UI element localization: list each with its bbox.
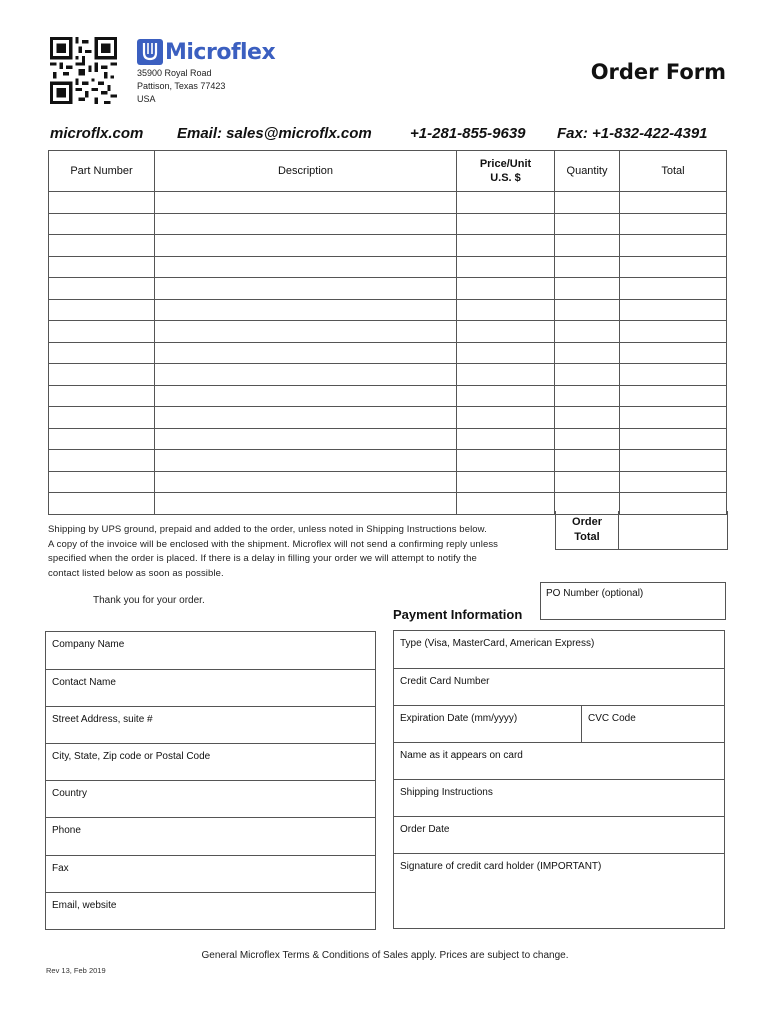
part-number-cell[interactable] xyxy=(49,407,155,429)
shipping-note-line: Shipping by UPS ground, prepaid and added to the order, unless noted in Shipping Instructions below. xyxy=(48,524,487,535)
description-cell[interactable] xyxy=(155,342,457,364)
description-cell[interactable] xyxy=(155,407,457,429)
revision-label: Rev 13, Feb 2019 xyxy=(46,966,106,975)
part-number-cell[interactable] xyxy=(49,342,155,364)
payment-heading: Payment Information xyxy=(393,607,523,622)
quantity-cell[interactable] xyxy=(555,471,620,493)
po-number-field[interactable] xyxy=(540,582,726,620)
total-cell[interactable] xyxy=(620,213,727,235)
address-line: 35900 Royal Road xyxy=(137,68,212,78)
table-row xyxy=(49,450,727,472)
quantity-cell[interactable] xyxy=(555,256,620,278)
table-row xyxy=(49,364,727,386)
table-header-row xyxy=(49,151,727,192)
fax-field[interactable]: Fax xyxy=(46,856,375,893)
quantity-cell[interactable] xyxy=(555,385,620,407)
website-link[interactable]: microflx.com xyxy=(50,125,144,142)
expiration-date-field[interactable]: Expiration Date (mm/yyyy) xyxy=(394,706,582,742)
email-link[interactable]: Email: sales@microflx.com xyxy=(177,125,372,142)
price-header-line2: U.S. $ xyxy=(490,172,521,184)
shipping-note xyxy=(48,523,538,581)
price-cell[interactable] xyxy=(457,342,555,364)
price-cell[interactable] xyxy=(457,256,555,278)
table-row xyxy=(49,213,727,235)
table-row xyxy=(49,428,727,450)
part-number-cell[interactable] xyxy=(49,385,155,407)
price-cell[interactable] xyxy=(457,235,555,257)
total-cell[interactable] xyxy=(620,471,727,493)
total-cell[interactable] xyxy=(620,235,727,257)
total-cell[interactable] xyxy=(620,192,727,214)
quantity-cell[interactable] xyxy=(555,450,620,472)
col-header-price xyxy=(457,151,555,192)
order-total-box xyxy=(555,511,728,550)
description-cell[interactable] xyxy=(155,385,457,407)
total-cell[interactable] xyxy=(620,299,727,321)
part-number-cell[interactable] xyxy=(49,278,155,300)
quantity-cell[interactable] xyxy=(555,192,620,214)
card-number-field[interactable]: Credit Card Number xyxy=(394,669,724,706)
quantity-cell[interactable] xyxy=(555,213,620,235)
price-cell[interactable] xyxy=(457,213,555,235)
total-cell[interactable] xyxy=(620,450,727,472)
quantity-cell[interactable] xyxy=(555,407,620,429)
total-cell[interactable] xyxy=(620,385,727,407)
payment-info-section xyxy=(393,630,725,929)
brand-name: Microflex xyxy=(165,39,276,65)
table-row xyxy=(49,192,727,214)
description-cell[interactable] xyxy=(155,493,457,515)
phone-number: +1-281-855-9639 xyxy=(410,125,526,142)
card-type-field[interactable]: Type (Visa, MasterCard, American Express) xyxy=(394,631,724,669)
col-header-total: Total xyxy=(620,151,727,192)
description-cell[interactable] xyxy=(155,278,457,300)
street-address-field[interactable]: Street Address, suite # xyxy=(46,707,375,744)
price-cell[interactable] xyxy=(457,385,555,407)
page-title: Order Form xyxy=(590,60,726,84)
table-row xyxy=(49,256,727,278)
part-number-cell[interactable] xyxy=(49,256,155,278)
part-number-cell[interactable] xyxy=(49,321,155,343)
price-cell[interactable] xyxy=(457,471,555,493)
total-cell[interactable] xyxy=(620,321,727,343)
email-website-field[interactable]: Email, website xyxy=(52,900,117,911)
company-logo xyxy=(137,37,275,67)
table-row xyxy=(49,385,727,407)
order-date-field[interactable]: Order Date xyxy=(394,817,724,854)
total-cell[interactable] xyxy=(620,428,727,450)
table-row xyxy=(49,342,727,364)
qr-code-icon xyxy=(50,37,117,104)
part-number-cell[interactable] xyxy=(49,364,155,386)
fax-number: Fax: +1-832-422-4391 xyxy=(557,125,708,142)
col-header-description: Description xyxy=(155,151,457,192)
shipping-instructions-field[interactable]: Shipping Instructions xyxy=(394,780,724,817)
po-number-label: PO Number (optional) xyxy=(546,588,644,599)
shipping-note-line: A copy of the invoice will be enclosed with the shipment. Microflex will not send a confirming reply unless xyxy=(48,538,499,550)
total-cell[interactable] xyxy=(620,342,727,364)
table-row xyxy=(49,471,727,493)
terms-footer: General Microflex Terms & Conditions of Sales apply. Prices are subject to change. xyxy=(201,950,569,961)
quantity-cell[interactable] xyxy=(555,342,620,364)
signature-field[interactable]: Signature of credit card holder (IMPORTANT) xyxy=(400,861,602,872)
quantity-cell[interactable] xyxy=(555,235,620,257)
table-row xyxy=(49,278,727,300)
description-cell[interactable] xyxy=(155,256,457,278)
description-cell[interactable] xyxy=(155,364,457,386)
company-name-field[interactable]: Company Name xyxy=(46,632,375,670)
price-cell[interactable] xyxy=(457,192,555,214)
name-on-card-field[interactable]: Name as it appears on card xyxy=(394,743,724,780)
total-cell[interactable] xyxy=(620,407,727,429)
price-cell[interactable] xyxy=(457,493,555,515)
contact-name-field[interactable]: Contact Name xyxy=(46,670,375,707)
total-cell[interactable] xyxy=(620,256,727,278)
order-total-label-line: Order xyxy=(572,516,602,528)
description-cell[interactable] xyxy=(155,428,457,450)
part-number-cell[interactable] xyxy=(49,299,155,321)
price-header-line1: Price/Unit xyxy=(479,158,532,170)
part-number-cell[interactable] xyxy=(49,450,155,472)
part-number-cell[interactable] xyxy=(49,428,155,450)
description-cell[interactable] xyxy=(155,450,457,472)
quantity-cell[interactable] xyxy=(555,321,620,343)
description-cell[interactable] xyxy=(155,213,457,235)
order-total-field[interactable] xyxy=(619,511,727,549)
part-number-cell[interactable] xyxy=(49,471,155,493)
col-header-part-number: Part Number xyxy=(49,151,155,192)
total-cell[interactable] xyxy=(620,364,727,386)
quantity-cell[interactable] xyxy=(555,278,620,300)
price-cell[interactable] xyxy=(457,321,555,343)
table-row xyxy=(49,299,727,321)
quantity-cell[interactable] xyxy=(555,299,620,321)
price-cell[interactable] xyxy=(457,364,555,386)
microflex-logo-icon xyxy=(137,39,163,65)
price-cell[interactable] xyxy=(457,450,555,472)
address-line: Pattison, Texas 77423 xyxy=(137,81,226,91)
quantity-cell[interactable] xyxy=(555,364,620,386)
address-line: USA xyxy=(137,94,156,104)
part-number-cell[interactable] xyxy=(49,493,155,515)
shipping-note-line: contact listed below as soon as possible. xyxy=(48,567,224,579)
order-items-table xyxy=(48,150,727,515)
quantity-cell[interactable] xyxy=(555,428,620,450)
table-row xyxy=(49,321,727,343)
price-cell[interactable] xyxy=(457,407,555,429)
country-field[interactable]: Country xyxy=(46,781,375,818)
phone-field[interactable]: Phone xyxy=(46,818,375,856)
col-header-quantity: Quantity xyxy=(555,151,620,192)
part-number-cell[interactable] xyxy=(49,213,155,235)
table-row xyxy=(49,407,727,429)
total-cell[interactable] xyxy=(620,278,727,300)
expiration-cvc-row xyxy=(394,706,724,743)
description-cell[interactable] xyxy=(155,235,457,257)
part-number-cell[interactable] xyxy=(49,235,155,257)
order-total-label-line: Total xyxy=(574,531,600,543)
description-cell[interactable] xyxy=(155,321,457,343)
order-total-label xyxy=(556,511,619,549)
shipping-note-line: specified when the order is placed. If there is a delay in filling your order we will attempt to notify the xyxy=(48,553,477,564)
description-cell[interactable] xyxy=(155,299,457,321)
company-address xyxy=(137,67,225,106)
price-cell[interactable] xyxy=(457,428,555,450)
description-cell[interactable] xyxy=(155,192,457,214)
price-cell[interactable] xyxy=(457,299,555,321)
thank-you-text: Thank you for your order. xyxy=(93,595,205,606)
city-state-zip-field[interactable]: City, State, Zip code or Postal Code xyxy=(46,744,375,781)
customer-info-section xyxy=(45,631,376,930)
table-row xyxy=(49,235,727,257)
description-cell[interactable] xyxy=(155,471,457,493)
part-number-cell[interactable] xyxy=(49,192,155,214)
price-cell[interactable] xyxy=(457,278,555,300)
cvc-code-field[interactable]: CVC Code xyxy=(588,713,636,724)
